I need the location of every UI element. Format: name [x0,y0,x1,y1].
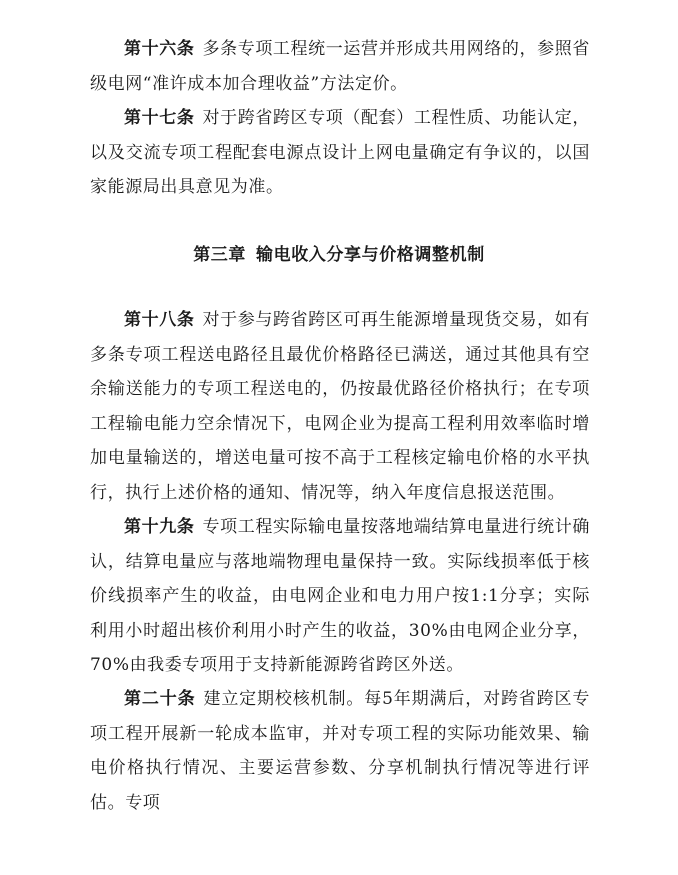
article-18 [90,303,590,510]
article-label: 第十八条 [124,310,195,330]
article-16 [90,32,590,101]
article-text: 多条专项工程统一运营并形成共用网络的，参照省级电网“准许成本加合理收益”方法定价。 [90,39,590,94]
article-label: 第十六条 [124,39,195,59]
article-label: 第二十条 [124,689,196,709]
chapter-number: 第三章 [193,245,246,265]
article-20 [90,682,590,820]
chapter-heading [0,240,678,265]
article-19 [90,510,590,683]
article-text: 专项工程实际输电量按落地端结算电量进行统计确认，结算电量应与落地端物理电量保持一致。实际线损率低于核价线损率产生的收益，由电网企业和电力用户按1:1分享；实际利用小时超出核价利用小时产生的收益，30%由电网企业分享，70%由我委专项用于支持新能源跨省跨区外送。 [90,517,590,675]
chapter-title: 输电收入分享与价格调整机制 [256,245,485,265]
article-label: 第十七条 [124,108,195,128]
article-17 [90,101,590,205]
article-text: 对于参与跨省跨区可再生能源增量现货交易，如有多条专项工程送电路径且最优价格路径已满送，通过其他具有空余输送能力的专项工程送电的，仍按最优路径价格执行；在专项工程输电能力空余情况下，电网企业为提高工程利用效率临时增加电量输送的，增送电量可按不高于工程核定输电价格的水平执行，执行上述价格的通知、情况等，纳入年度信息报送范围。 [90,310,590,503]
article-text: 对于跨省跨区专项（配套）工程性质、功能认定，以及交流专项工程配套电源点设计上网电量确定有争议的，以国家能源局出具意见为准。 [90,108,590,197]
article-text: 建立定期校核机制。每5年期满后，对跨省跨区专项工程开展新一轮成本监审，并对专项工程的实际功能效果、输电价格执行情况、主要运营参数、分享机制执行情况等进行评估。专项 [90,689,590,813]
article-label: 第十九条 [124,517,195,537]
